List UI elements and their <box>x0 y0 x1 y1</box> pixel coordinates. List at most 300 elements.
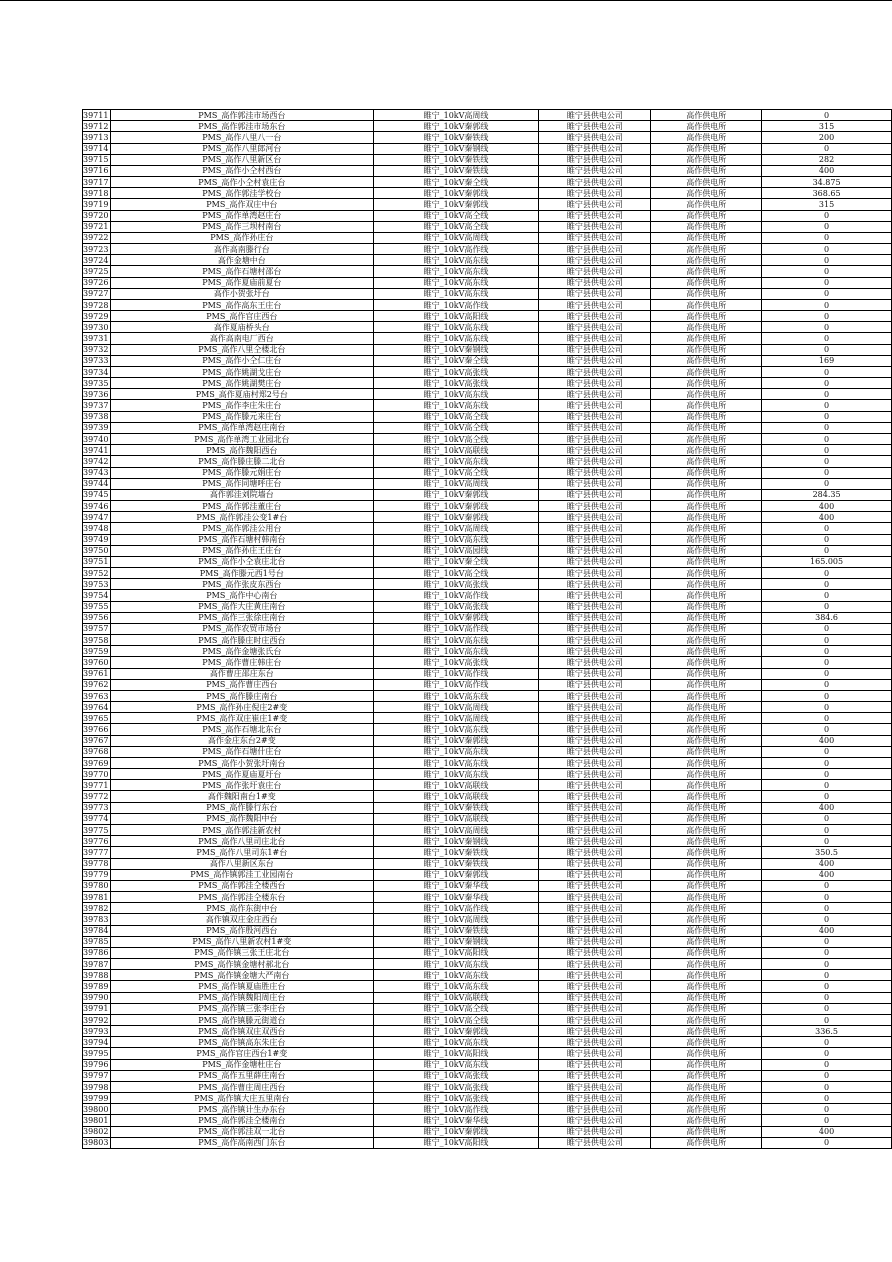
capacity-cell: 400 <box>762 869 892 880</box>
row-id-cell: 39773 <box>83 802 111 813</box>
feeder-line-cell: 睢宁_10kV高张线 <box>373 657 539 668</box>
supply-office-cell: 高作供电所 <box>651 1070 762 1081</box>
feeder-line-cell: 睢宁_10kV高东线 <box>373 635 539 646</box>
row-id-cell: 39729 <box>83 311 111 322</box>
capacity-cell: 0 <box>762 266 892 277</box>
supply-office-cell: 高作供电所 <box>651 366 762 377</box>
capacity-cell: 169 <box>762 355 892 366</box>
station-name-cell: PMS_高作郭洼新农村 <box>110 825 373 836</box>
company-cell: 睢宁县供电公司 <box>539 422 651 433</box>
feeder-line-cell: 睢宁_10kV秦郭线 <box>373 199 539 210</box>
table-row <box>83 322 892 333</box>
row-id-cell: 39766 <box>83 724 111 735</box>
row-id-cell: 39748 <box>83 523 111 534</box>
table-row <box>83 333 892 344</box>
station-name-cell: PMS_高作镇高东朱庄台 <box>110 1037 373 1048</box>
station-name-cell: PMS_高作石塘北东台 <box>110 724 373 735</box>
station-name-cell: PMS_高作滕庄滕二北台 <box>110 456 373 467</box>
feeder-line-cell: 睢宁_10kV秦郭线 <box>373 869 539 880</box>
table-row <box>83 858 892 869</box>
row-id-cell: 39737 <box>83 400 111 411</box>
row-id-cell: 39736 <box>83 389 111 400</box>
supply-office-cell: 高作供电所 <box>651 422 762 433</box>
feeder-line-cell: 睢宁_10kV秦仝线 <box>373 556 539 567</box>
supply-office-cell: 高作供电所 <box>651 456 762 467</box>
supply-office-cell: 高作供电所 <box>651 836 762 847</box>
capacity-cell: 0 <box>762 635 892 646</box>
row-id-cell: 39777 <box>83 847 111 858</box>
capacity-cell: 0 <box>762 579 892 590</box>
supply-office-cell: 高作供电所 <box>651 668 762 679</box>
station-name-cell: PMS_高作镇计生办东台 <box>110 1104 373 1115</box>
station-name-cell: PMS_高作孙庄王庄台 <box>110 545 373 556</box>
feeder-line-cell: 睢宁_10kV秦铁线 <box>373 165 539 176</box>
feeder-line-cell: 睢宁_10kV高张线 <box>373 366 539 377</box>
table-row <box>83 534 892 545</box>
station-name-cell: PMS_高作镇郭洼工业园南台 <box>110 869 373 880</box>
company-cell: 睢宁县供电公司 <box>539 668 651 679</box>
company-cell: 睢宁县供电公司 <box>539 1048 651 1059</box>
capacity-cell: 34.875 <box>762 177 892 188</box>
capacity-cell: 0 <box>762 411 892 422</box>
station-name-cell: PMS_高作滕元来庄台 <box>110 411 373 422</box>
company-cell: 睢宁县供电公司 <box>539 445 651 456</box>
station-name-cell: PMS_高作夏庙夏圩台 <box>110 769 373 780</box>
feeder-line-cell: 睢宁_10kV秦郭线 <box>373 121 539 132</box>
company-cell: 睢宁县供电公司 <box>539 702 651 713</box>
company-cell: 睢宁县供电公司 <box>539 411 651 422</box>
row-id-cell: 39758 <box>83 635 111 646</box>
company-cell: 睢宁县供电公司 <box>539 936 651 947</box>
table-row <box>83 344 892 355</box>
station-name-cell: PMS_高作魏阳西台 <box>110 445 373 456</box>
table-row <box>83 981 892 992</box>
row-id-cell: 39739 <box>83 422 111 433</box>
row-id-cell: 39788 <box>83 970 111 981</box>
table-row <box>83 880 892 891</box>
capacity-cell: 0 <box>762 445 892 456</box>
feeder-line-cell: 睢宁_10kV秦仝线 <box>373 177 539 188</box>
row-id-cell: 39775 <box>83 825 111 836</box>
row-id-cell: 39803 <box>83 1137 111 1148</box>
row-id-cell: 39789 <box>83 981 111 992</box>
supply-office-cell: 高作供电所 <box>651 746 762 757</box>
table-row <box>83 1093 892 1104</box>
station-name-cell: PMS_高作八里司东1#台 <box>110 847 373 858</box>
company-cell: 睢宁县供电公司 <box>539 110 651 121</box>
feeder-line-cell: 睢宁_10kV高阳线 <box>373 311 539 322</box>
row-id-cell: 39723 <box>83 244 111 255</box>
feeder-line-cell: 睢宁_10kV高东线 <box>373 769 539 780</box>
row-id-cell: 39732 <box>83 344 111 355</box>
station-name-cell: PMS_高作八里郎河台 <box>110 143 373 154</box>
supply-office-cell: 高作供电所 <box>651 400 762 411</box>
supply-office-cell: 高作供电所 <box>651 892 762 903</box>
capacity-cell: 0 <box>762 892 892 903</box>
table-row <box>83 757 892 768</box>
feeder-line-cell: 睢宁_10kV高仝线 <box>373 1014 539 1025</box>
feeder-line-cell: 睢宁_10kV秦钢线 <box>373 936 539 947</box>
table-row <box>83 210 892 221</box>
feeder-line-cell: 睢宁_10kV秦郭线 <box>373 188 539 199</box>
company-cell: 睢宁县供电公司 <box>539 713 651 724</box>
row-id-cell: 39719 <box>83 199 111 210</box>
station-name-cell: PMS_高作郭洼公变1#台 <box>110 512 373 523</box>
table-row <box>83 143 892 154</box>
supply-office-cell: 高作供电所 <box>651 568 762 579</box>
capacity-cell: 315 <box>762 121 892 132</box>
table-row <box>83 690 892 701</box>
supply-office-cell: 高作供电所 <box>651 970 762 981</box>
feeder-line-cell: 睢宁_10kV秦华线 <box>373 1115 539 1126</box>
supply-office-cell: 高作供电所 <box>651 333 762 344</box>
feeder-line-cell: 睢宁_10kV高东线 <box>373 970 539 981</box>
company-cell: 睢宁县供电公司 <box>539 512 651 523</box>
company-cell: 睢宁县供电公司 <box>539 389 651 400</box>
company-cell: 睢宁县供电公司 <box>539 568 651 579</box>
station-name-cell: PMS_高作八里司庄北台 <box>110 836 373 847</box>
company-cell: 睢宁县供电公司 <box>539 1037 651 1048</box>
supply-office-cell: 高作供电所 <box>651 925 762 936</box>
table-row <box>83 1026 892 1037</box>
table-row <box>83 947 892 958</box>
capacity-cell: 0 <box>762 534 892 545</box>
feeder-line-cell: 睢宁_10kV高东线 <box>373 724 539 735</box>
table-row <box>83 512 892 523</box>
station-name-cell: PMS_高作金塘杜庄台 <box>110 1059 373 1070</box>
row-id-cell: 39733 <box>83 355 111 366</box>
feeder-line-cell: 睢宁_10kV高东线 <box>373 646 539 657</box>
company-cell: 睢宁县供电公司 <box>539 1115 651 1126</box>
station-name-cell: 高作金塘中台 <box>110 255 373 266</box>
row-id-cell: 39793 <box>83 1026 111 1037</box>
feeder-line-cell: 睢宁_10kV秦铁线 <box>373 802 539 813</box>
feeder-line-cell: 睢宁_10kV高周线 <box>373 914 539 925</box>
row-id-cell: 39721 <box>83 221 111 232</box>
capacity-cell: 0 <box>762 255 892 266</box>
row-id-cell: 39797 <box>83 1070 111 1081</box>
row-id-cell: 39749 <box>83 534 111 545</box>
station-name-cell: 高作夏庙桥头台 <box>110 322 373 333</box>
feeder-line-cell: 睢宁_10kV高阳线 <box>373 1048 539 1059</box>
feeder-line-cell: 睢宁_10kV高张线 <box>373 1093 539 1104</box>
feeder-line-cell: 睢宁_10kV高园线 <box>373 545 539 556</box>
feeder-line-cell: 睢宁_10kV高仝线 <box>373 210 539 221</box>
row-id-cell: 39734 <box>83 366 111 377</box>
capacity-cell: 0 <box>762 970 892 981</box>
capacity-cell: 0 <box>762 769 892 780</box>
supply-office-cell: 高作供电所 <box>651 757 762 768</box>
station-name-cell: PMS_高作同塘呼庄台 <box>110 478 373 489</box>
capacity-cell: 282 <box>762 154 892 165</box>
row-id-cell: 39745 <box>83 489 111 500</box>
station-name-cell: PMS_高作八里仝楼北台 <box>110 344 373 355</box>
feeder-line-cell: 睢宁_10kV秦郭线 <box>373 612 539 623</box>
table-row <box>83 1070 892 1081</box>
capacity-cell: 400 <box>762 512 892 523</box>
table-row <box>83 713 892 724</box>
company-cell: 睢宁县供电公司 <box>539 579 651 590</box>
station-name-cell: PMS_高作八里新区台 <box>110 154 373 165</box>
company-cell: 睢宁县供电公司 <box>539 232 651 243</box>
company-cell: 睢宁县供电公司 <box>539 813 651 824</box>
table-row <box>83 646 892 657</box>
company-cell: 睢宁县供电公司 <box>539 724 651 735</box>
company-cell: 睢宁县供电公司 <box>539 847 651 858</box>
row-id-cell: 39764 <box>83 702 111 713</box>
capacity-cell: 0 <box>762 813 892 824</box>
feeder-line-cell: 睢宁_10kV高阳线 <box>373 947 539 958</box>
capacity-cell: 0 <box>762 1014 892 1025</box>
station-name-cell: PMS_高作五里薛庄南台 <box>110 1070 373 1081</box>
supply-office-cell: 高作供电所 <box>651 713 762 724</box>
station-name-cell: PMS_高作单湾赵庄南台 <box>110 422 373 433</box>
table-row <box>83 813 892 824</box>
table-row <box>83 959 892 970</box>
feeder-line-cell: 睢宁_10kV高张线 <box>373 1081 539 1092</box>
table-row <box>83 635 892 646</box>
table-row <box>83 378 892 389</box>
supply-office-cell: 高作供电所 <box>651 389 762 400</box>
feeder-line-cell: 睢宁_10kV高周线 <box>373 110 539 121</box>
row-id-cell: 39784 <box>83 925 111 936</box>
supply-office-cell: 高作供电所 <box>651 199 762 210</box>
company-cell: 睢宁县供电公司 <box>539 858 651 869</box>
supply-office-cell: 高作供电所 <box>651 545 762 556</box>
table-row <box>83 925 892 936</box>
station-name-cell: 高作高南滕行台 <box>110 244 373 255</box>
table-row <box>83 467 892 478</box>
supply-office-cell: 高作供电所 <box>651 635 762 646</box>
capacity-cell: 0 <box>762 880 892 891</box>
station-name-cell: PMS_高作夏庙前夏台 <box>110 277 373 288</box>
capacity-cell: 284.35 <box>762 489 892 500</box>
company-cell: 睢宁县供电公司 <box>539 154 651 165</box>
company-cell: 睢宁县供电公司 <box>539 132 651 143</box>
station-name-cell: PMS_高作孙庄台 <box>110 232 373 243</box>
station-name-cell: PMS_高作双庄崔庄1#变 <box>110 713 373 724</box>
table-row <box>83 1081 892 1092</box>
supply-office-cell: 高作供电所 <box>651 992 762 1003</box>
capacity-cell: 400 <box>762 165 892 176</box>
feeder-line-cell: 睢宁_10kV高周线 <box>373 713 539 724</box>
feeder-line-cell: 睢宁_10kV高东线 <box>373 277 539 288</box>
table-row <box>83 299 892 310</box>
table-row <box>83 433 892 444</box>
company-cell: 睢宁县供电公司 <box>539 970 651 981</box>
company-cell: 睢宁县供电公司 <box>539 992 651 1003</box>
supply-office-cell: 高作供电所 <box>651 232 762 243</box>
row-id-cell: 39724 <box>83 255 111 266</box>
feeder-line-cell: 睢宁_10kV高作线 <box>373 679 539 690</box>
row-id-cell: 39755 <box>83 601 111 612</box>
row-id-cell: 39768 <box>83 746 111 757</box>
station-name-cell: PMS_高作高南西门东台 <box>110 1137 373 1148</box>
supply-office-cell: 高作供电所 <box>651 601 762 612</box>
supply-office-cell: 高作供电所 <box>651 355 762 366</box>
supply-office-cell: 高作供电所 <box>651 489 762 500</box>
feeder-line-cell: 睢宁_10kV高仝线 <box>373 568 539 579</box>
supply-office-cell: 高作供电所 <box>651 1104 762 1115</box>
company-cell: 睢宁县供电公司 <box>539 344 651 355</box>
station-name-cell: PMS_高作李庄朱庄台 <box>110 400 373 411</box>
supply-office-cell: 高作供电所 <box>651 702 762 713</box>
feeder-line-cell: 睢宁_10kV高东线 <box>373 266 539 277</box>
capacity-cell: 0 <box>762 299 892 310</box>
station-name-cell: PMS_高作小仝袁庄北台 <box>110 556 373 567</box>
feeder-line-cell: 睢宁_10kV秦铁线 <box>373 847 539 858</box>
row-id-cell: 39742 <box>83 456 111 467</box>
station-name-cell: PMS_高作夏庙村郑2号台 <box>110 389 373 400</box>
supply-office-cell: 高作供电所 <box>651 177 762 188</box>
company-cell: 睢宁县供电公司 <box>539 489 651 500</box>
feeder-line-cell: 睢宁_10kV高仝线 <box>373 433 539 444</box>
feeder-line-cell: 睢宁_10kV秦仝线 <box>373 355 539 366</box>
capacity-cell: 0 <box>762 668 892 679</box>
station-name-cell: PMS_高作孙庄倪庄2#变 <box>110 702 373 713</box>
feeder-line-cell: 睢宁_10kV高仝线 <box>373 221 539 232</box>
table-row <box>83 501 892 512</box>
company-cell: 睢宁县供电公司 <box>539 210 651 221</box>
row-id-cell: 39763 <box>83 690 111 701</box>
row-id-cell: 39750 <box>83 545 111 556</box>
supply-office-cell: 高作供电所 <box>651 299 762 310</box>
supply-office-cell: 高作供电所 <box>651 869 762 880</box>
feeder-line-cell: 睢宁_10kV高作线 <box>373 903 539 914</box>
feeder-line-cell: 睢宁_10kV秦铁线 <box>373 858 539 869</box>
capacity-cell: 0 <box>762 1115 892 1126</box>
table-row <box>83 746 892 757</box>
table-row <box>83 825 892 836</box>
company-cell: 睢宁县供电公司 <box>539 288 651 299</box>
station-name-cell: PMS_高作曹庄西台 <box>110 679 373 690</box>
table-row <box>83 679 892 690</box>
feeder-line-cell: 睢宁_10kV高联线 <box>373 813 539 824</box>
feeder-line-cell: 睢宁_10kV高东线 <box>373 456 539 467</box>
supply-office-cell: 高作供电所 <box>651 322 762 333</box>
supply-office-cell: 高作供电所 <box>651 813 762 824</box>
table-row <box>83 389 892 400</box>
company-cell: 睢宁县供电公司 <box>539 601 651 612</box>
company-cell: 睢宁县供电公司 <box>539 802 651 813</box>
supply-office-cell: 高作供电所 <box>651 534 762 545</box>
company-cell: 睢宁县供电公司 <box>539 959 651 970</box>
company-cell: 睢宁县供电公司 <box>539 311 651 322</box>
capacity-cell: 0 <box>762 1059 892 1070</box>
row-id-cell: 39790 <box>83 992 111 1003</box>
station-name-cell: 高作曹庄邵庄东台 <box>110 668 373 679</box>
table-row <box>83 1037 892 1048</box>
company-cell: 睢宁县供电公司 <box>539 165 651 176</box>
supply-office-cell: 高作供电所 <box>651 1048 762 1059</box>
company-cell: 睢宁县供电公司 <box>539 757 651 768</box>
feeder-line-cell: 睢宁_10kV高东线 <box>373 255 539 266</box>
row-id-cell: 39717 <box>83 177 111 188</box>
row-id-cell: 39782 <box>83 903 111 914</box>
table-row <box>83 478 892 489</box>
station-name-cell: PMS_高作高东王庄台 <box>110 299 373 310</box>
table-row <box>83 1126 892 1137</box>
capacity-cell: 0 <box>762 702 892 713</box>
station-name-cell: PMS_高作八里八一台 <box>110 132 373 143</box>
company-cell: 睢宁县供电公司 <box>539 1137 651 1148</box>
row-id-cell: 39753 <box>83 579 111 590</box>
company-cell: 睢宁县供电公司 <box>539 199 651 210</box>
table-row <box>83 523 892 534</box>
row-id-cell: 39761 <box>83 668 111 679</box>
station-name-cell: PMS_高作小贺张圩南台 <box>110 757 373 768</box>
row-id-cell: 39772 <box>83 791 111 802</box>
capacity-cell: 0 <box>762 143 892 154</box>
feeder-line-cell: 睢宁_10kV秦铁线 <box>373 132 539 143</box>
row-id-cell: 39794 <box>83 1037 111 1048</box>
company-cell: 睢宁县供电公司 <box>539 836 651 847</box>
station-name-cell: PMS_高作殷河西台 <box>110 925 373 936</box>
capacity-cell: 0 <box>762 232 892 243</box>
company-cell: 睢宁县供电公司 <box>539 657 651 668</box>
row-id-cell: 39786 <box>83 947 111 958</box>
feeder-line-cell: 睢宁_10kV高联线 <box>373 992 539 1003</box>
supply-office-cell: 高作供电所 <box>651 266 762 277</box>
feeder-line-cell: 睢宁_10kV高东线 <box>373 389 539 400</box>
feeder-line-cell: 睢宁_10kV秦铁线 <box>373 925 539 936</box>
company-cell: 睢宁县供电公司 <box>539 188 651 199</box>
capacity-cell: 368.65 <box>762 188 892 199</box>
feeder-line-cell: 睢宁_10kV高仝线 <box>373 1003 539 1014</box>
station-name-cell: PMS_高作八里新农村1#变 <box>110 936 373 947</box>
supply-office-cell: 高作供电所 <box>651 288 762 299</box>
station-name-cell: PMS_高作郭洼仝楼西台 <box>110 880 373 891</box>
table-row <box>83 802 892 813</box>
supply-office-cell: 高作供电所 <box>651 981 762 992</box>
row-id-cell: 39771 <box>83 780 111 791</box>
station-name-cell: PMS_高作镇三张王庄北台 <box>110 947 373 958</box>
row-id-cell: 39800 <box>83 1104 111 1115</box>
table-row <box>83 1003 892 1014</box>
supply-office-cell: 高作供电所 <box>651 501 762 512</box>
feeder-line-cell: 睢宁_10kV高东线 <box>373 322 539 333</box>
table-row <box>83 892 892 903</box>
capacity-cell: 0 <box>762 1081 892 1092</box>
feeder-line-cell: 睢宁_10kV高东线 <box>373 288 539 299</box>
supply-office-cell: 高作供电所 <box>651 378 762 389</box>
row-id-cell: 39730 <box>83 322 111 333</box>
capacity-cell: 165.005 <box>762 556 892 567</box>
supply-office-cell: 高作供电所 <box>651 880 762 891</box>
table-row <box>83 132 892 143</box>
row-id-cell: 39776 <box>83 836 111 847</box>
supply-office-cell: 高作供电所 <box>651 1126 762 1137</box>
supply-office-cell: 高作供电所 <box>651 847 762 858</box>
supply-office-cell: 高作供电所 <box>651 1137 762 1148</box>
station-name-cell: 高作小贺张圩台 <box>110 288 373 299</box>
supply-office-cell: 高作供电所 <box>651 579 762 590</box>
capacity-cell: 0 <box>762 523 892 534</box>
supply-office-cell: 高作供电所 <box>651 433 762 444</box>
capacity-cell: 0 <box>762 333 892 344</box>
row-id-cell: 39722 <box>83 232 111 243</box>
company-cell: 睢宁县供电公司 <box>539 1003 651 1014</box>
company-cell: 睢宁县供电公司 <box>539 456 651 467</box>
row-id-cell: 39740 <box>83 433 111 444</box>
station-name-cell: PMS_高作东街中台 <box>110 903 373 914</box>
company-cell: 睢宁县供电公司 <box>539 903 651 914</box>
capacity-cell: 0 <box>762 690 892 701</box>
company-cell: 睢宁县供电公司 <box>539 1093 651 1104</box>
station-name-cell: PMS_高作单湾赵庄台 <box>110 210 373 221</box>
station-name-cell: PMS_高作小仝仁庄台 <box>110 355 373 366</box>
feeder-line-cell: 睢宁_10kV秦华线 <box>373 892 539 903</box>
